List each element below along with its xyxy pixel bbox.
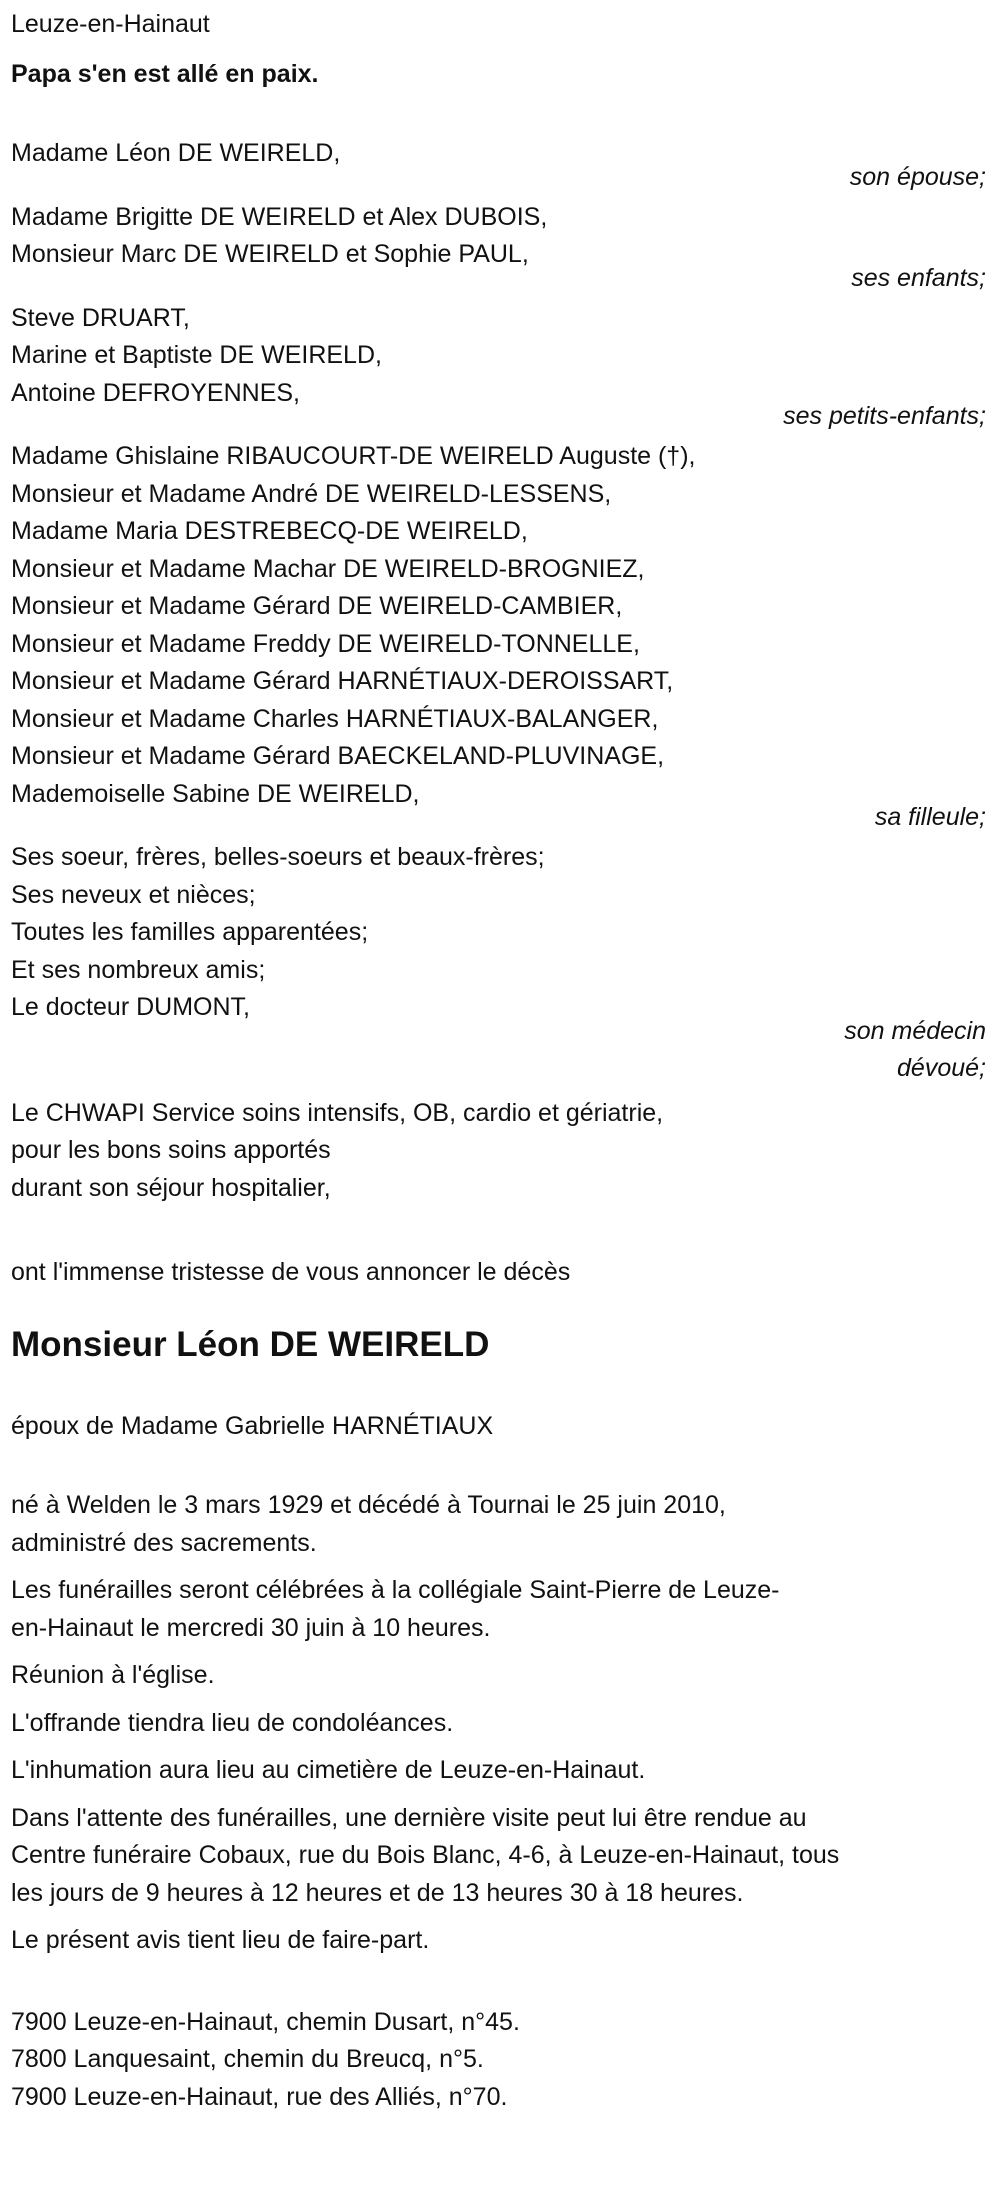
family-member: Monsieur et Madame Freddy DE WEIRELD-TONNELLE,: [11, 629, 640, 658]
paragraph-line: Le présent avis tient lieu de faire-part.: [11, 1926, 430, 1954]
family-member: Et ses nombreux amis;: [11, 955, 266, 984]
paragraph: [11, 1657, 986, 1695]
deceased-name: Monsieur Léon DE WEIRELD: [11, 1324, 490, 1364]
family-member: Monsieur et Madame Gérard BAECKELAND-PLUVINAGE,: [11, 742, 665, 770]
family-member: Ses neveux et nièces;: [11, 880, 256, 909]
family-group: [11, 135, 986, 196]
family-member: Monsieur et Madame Machar DE WEIRELD-BROGNIEZ,: [11, 554, 645, 583]
paragraph-line: né à Welden le 3 mars 1929 et décédé à Tournai le 25 juin 2010,: [11, 1491, 726, 1519]
family-group: [11, 300, 986, 436]
address-line: 7900 Leuze-en-Hainaut, rue des Alliés, n°70.: [11, 2082, 508, 2111]
family-member: Monsieur et Madame André DE WEIRELD-LESSENS,: [11, 479, 612, 508]
paragraph-line: Réunion à l'église.: [11, 1661, 215, 1689]
address-line: 7900 Leuze-en-Hainaut, chemin Dusart, n°45.: [11, 2007, 520, 2036]
relationship-label: dévoué;: [897, 1053, 986, 1082]
announcement: ont l'immense tristesse de vous annoncer le décès: [11, 1258, 571, 1286]
relationship-label: son médecin: [844, 1016, 986, 1045]
paragraph: [11, 1487, 986, 1562]
family-member: Madame Léon DE WEIRELD,: [11, 139, 341, 167]
details: [11, 1487, 986, 1960]
addresses: [11, 2004, 986, 2117]
thanks-line: durant son séjour hospitalier,: [11, 1173, 331, 1202]
family-member: Steve DRUART,: [11, 303, 190, 332]
paragraph-line: L'offrande tiendra lieu de condoléances.: [11, 1708, 454, 1737]
family-member: Ses soeur, frères, belles-soeurs et beaux-frères;: [11, 843, 545, 871]
relationship-label: son épouse;: [849, 162, 986, 191]
relationship-label: sa filleule;: [874, 803, 986, 831]
tagline: Papa s'en est allé en paix.: [11, 59, 319, 88]
family-member: Toutes les familles apparentées;: [11, 918, 369, 946]
family-member: Le docteur DUMONT,: [11, 993, 250, 1021]
family-member: Madame Ghislaine RIBAUCOURT-DE WEIRELD Auguste (†),: [11, 442, 696, 470]
thanks-line: Le CHWAPI Service soins intensifs, OB, cardio et gériatrie,: [11, 1098, 664, 1127]
family-member: Antoine DEFROYENNES,: [11, 378, 300, 407]
paragraph-line: en-Hainaut le mercredi 30 juin à 10 heures.: [11, 1613, 491, 1642]
family-member: Monsieur et Madame Gérard HARNÉTIAUX-DEROISSART,: [11, 667, 674, 695]
paragraph: [11, 1752, 986, 1790]
family-group: [11, 438, 986, 836]
family-group: [11, 839, 986, 1087]
family-member: Monsieur Marc DE WEIRELD et Sophie PAUL,: [11, 240, 529, 268]
relationship-label: ses enfants;: [851, 263, 986, 292]
thanks-line: pour les bons soins apportés: [11, 1136, 331, 1164]
paragraph-line: les jours de 9 heures à 12 heures et de 13 heures 30 à 18 heures.: [11, 1878, 744, 1907]
thanks-block: [11, 1095, 986, 1208]
spouse-line: époux de Madame Gabrielle HARNÉTIAUX: [11, 1411, 494, 1440]
location: Leuze-en-Hainaut: [11, 10, 210, 38]
paragraph: [11, 1922, 986, 1960]
family-member: Monsieur et Madame Charles HARNÉTIAUX-BALANGER,: [11, 704, 659, 733]
address-line: 7800 Lanquesaint, chemin du Breucq, n°5.: [11, 2045, 484, 2073]
family-member: Madame Maria DESTREBECQ-DE WEIRELD,: [11, 517, 528, 545]
paragraph-line: administré des sacrements.: [11, 1528, 317, 1557]
family-member: Mademoiselle Sabine DE WEIRELD,: [11, 779, 420, 808]
paragraph: [11, 1800, 986, 1913]
paragraph-line: Dans l'attente des funérailles, une dernière visite peut lui être rendue au: [11, 1803, 807, 1832]
paragraph-line: L'inhumation aura lieu au cimetière de Leuze-en-Hainaut.: [11, 1756, 646, 1784]
family-member: Monsieur et Madame Gérard DE WEIRELD-CAMBIER,: [11, 592, 623, 620]
family-group: [11, 199, 986, 297]
family-list: [11, 135, 986, 1087]
paragraph: [11, 1705, 986, 1743]
family-member: Marine et Baptiste DE WEIRELD,: [11, 341, 382, 369]
paragraph: [11, 1572, 986, 1647]
paragraph-line: Les funérailles seront célébrées à la collégiale Saint-Pierre de Leuze-: [11, 1576, 780, 1604]
family-member: Madame Brigitte DE WEIRELD et Alex DUBOIS,: [11, 202, 548, 231]
relationship-label: ses petits-enfants;: [783, 402, 986, 430]
paragraph-line: Centre funéraire Cobaux, rue du Bois Blanc, 4-6, à Leuze-en-Hainaut, tous: [11, 1841, 840, 1869]
